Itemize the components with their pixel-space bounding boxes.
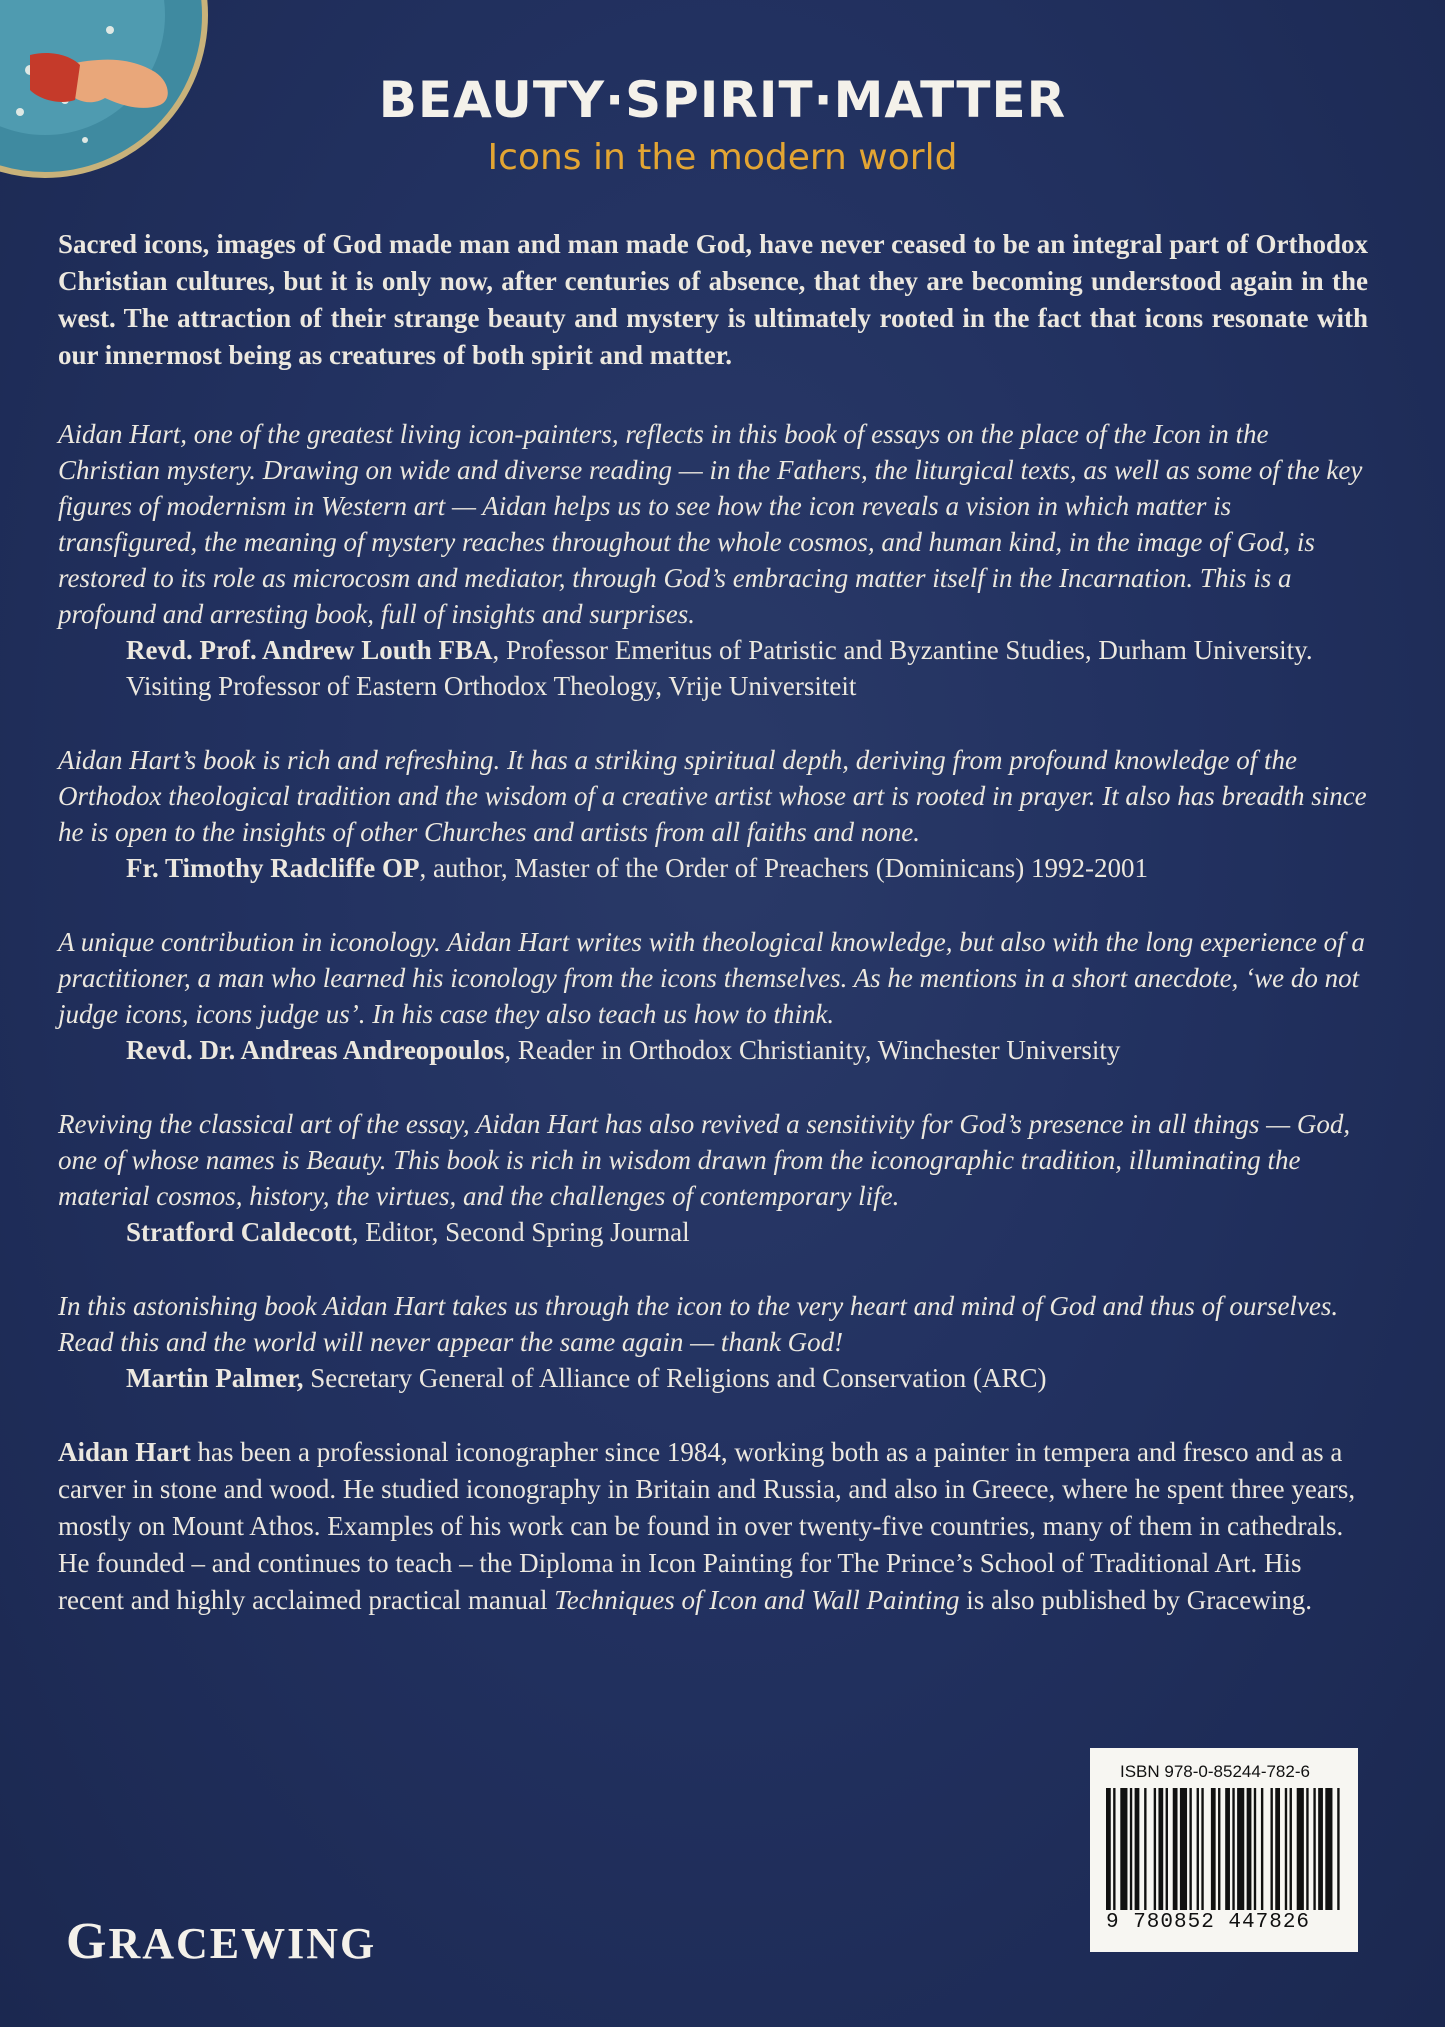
review-quote: Reviving the classical art of the essay, Aidan Hart has also revived a sensitivity for God’s presence in all things — God, one of whose names is Beauty. This book is rich in wisdom drawn from the iconographic tradition, illuminating the material cosmos, history, the virtues, and the challenges of contemporary life. bbox=[58, 1109, 1351, 1211]
review-attribution bbox=[58, 1032, 1368, 1068]
publisher-logo bbox=[66, 1912, 376, 1971]
bio-text-2: is also published by Gracewing. bbox=[959, 1585, 1312, 1615]
review-quote: Aidan Hart, one of the greatest living icon-painters, reflects in this book of essays on the place of the Icon in the Christian mystery. Drawing on wide and diverse reading — in the Fathers, the liturgical texts, as well as some of the key figures of modernism in Western art — Aidan helps us to see how the icon reveals a vision in which matter is transfigured, the meaning of mystery reaches throughout the whole cosmos, and human kind, in the image of God, is restored to its role as microcosm and mediator, through God’s embracing matter itself in the Incarnation. This is a profound and arresting book, full of insights and surprises. bbox=[58, 419, 1363, 629]
reviewer-name: Stratford Caldecott bbox=[126, 1217, 352, 1247]
publisher-initial: G bbox=[66, 1913, 109, 1970]
reviewer-name: Fr. Timothy Radcliffe OP bbox=[126, 853, 420, 883]
isbn-barcode bbox=[1090, 1748, 1358, 1952]
reviewer-role: , Editor, Second Spring Journal bbox=[351, 1217, 690, 1247]
reviewer-name: Revd. Dr. Andreas Andreopoulos bbox=[126, 1035, 505, 1065]
reviewer-role: Secretary General of Alliance of Religions and Conservation (ARC) bbox=[303, 1363, 1047, 1393]
intro-paragraph: Sacred icons, images of God made man and man made God, have never ceased to be an integral part of Orthodox Christian cultures, but it is only now, after centuries of absence, that they are becoming understood again in the west. The attraction of their strange beauty and mystery is ultimately rooted in the fact that icons resonate with our innermost being as creatures of both spirit and matter. bbox=[58, 229, 1368, 370]
review-3 bbox=[58, 924, 1368, 1068]
review-quote: A unique contribution in iconology. Aidan Hart writes with theological knowledge, but also with the long experience of a practitioner, a man who learned his iconology from the icons themselves. As he mentions in a short anecdote, ‘we do not judge icons, icons judge us’. In his case they also teach us how to think. bbox=[58, 927, 1365, 1029]
book-subtitle: Icons in the modern world bbox=[487, 137, 958, 178]
reviewer-role: , author, Master of the Order of Preachers (Dominicans) 1992-2001 bbox=[419, 853, 1148, 883]
review-4 bbox=[58, 1106, 1368, 1250]
review-2 bbox=[58, 742, 1368, 886]
book-reference: Techniques of Icon and Wall Painting bbox=[554, 1585, 960, 1615]
review-5 bbox=[58, 1288, 1368, 1396]
bio-text-1: has been a professional iconographer since 1984, working both as a painter in tempera and fresco and as a carver in stone and wood. He studied iconography in Britain and Russia, and also in Greece, where he spent three years, mostly on Mount Athos. Examples of his work can be found in over twenty-five countries, many of them in cathedrals. He founded – and continues to teach – the Diploma in Icon Painting for The Prince’s School of Traditional Art. His recent and highly acclaimed practical manual bbox=[58, 1437, 1356, 1615]
review-attribution bbox=[58, 850, 1368, 886]
reviewer-name: Martin Palmer, bbox=[126, 1363, 304, 1393]
title-block bbox=[0, 70, 1445, 180]
author-bio bbox=[58, 1434, 1368, 1619]
reviewer-name: Revd. Prof. Andrew Louth FBA bbox=[126, 635, 493, 665]
book-title: BEAUTY·SPIRIT·MATTER bbox=[378, 71, 1067, 129]
cover-text bbox=[58, 226, 1368, 1619]
barcode-digits: 9 780852 447826 bbox=[1106, 1911, 1311, 1934]
review-quote: Aidan Hart’s book is rich and refreshing. It has a striking spiritual depth, deriving from profound knowledge of the Orthodox theological tradition and the wisdom of a creative artist whose art is rooted in prayer. It also has breadth since he is open to the insights of other Churches and artists from all faiths and none. bbox=[58, 745, 1367, 847]
reviewer-role: , Reader in Orthodox Christianity, Winchester University bbox=[504, 1035, 1121, 1065]
barcode-icon bbox=[1106, 1788, 1342, 1910]
review-quote: In this astonishing book Aidan Hart takes us through the icon to the very heart and mind of God and thus of ourselves. Read this and the world will never appear the same again — thank God! bbox=[58, 1291, 1339, 1357]
reviewer-role: , Professor Emeritus of Patristic and Byzantine Studies, Durham University. Visiting Professor of Eastern Orthodox Theology, Vrije Universiteit bbox=[126, 635, 1313, 701]
publisher-rest: RACEWING bbox=[108, 1919, 377, 1968]
author-name: Aidan Hart bbox=[58, 1437, 191, 1467]
review-attribution bbox=[58, 1360, 1368, 1396]
review-1 bbox=[58, 416, 1368, 704]
review-attribution bbox=[58, 632, 1368, 704]
review-attribution bbox=[58, 1214, 1368, 1250]
isbn-number: ISBN 978-0-85244-782-6 bbox=[1120, 1762, 1310, 1781]
